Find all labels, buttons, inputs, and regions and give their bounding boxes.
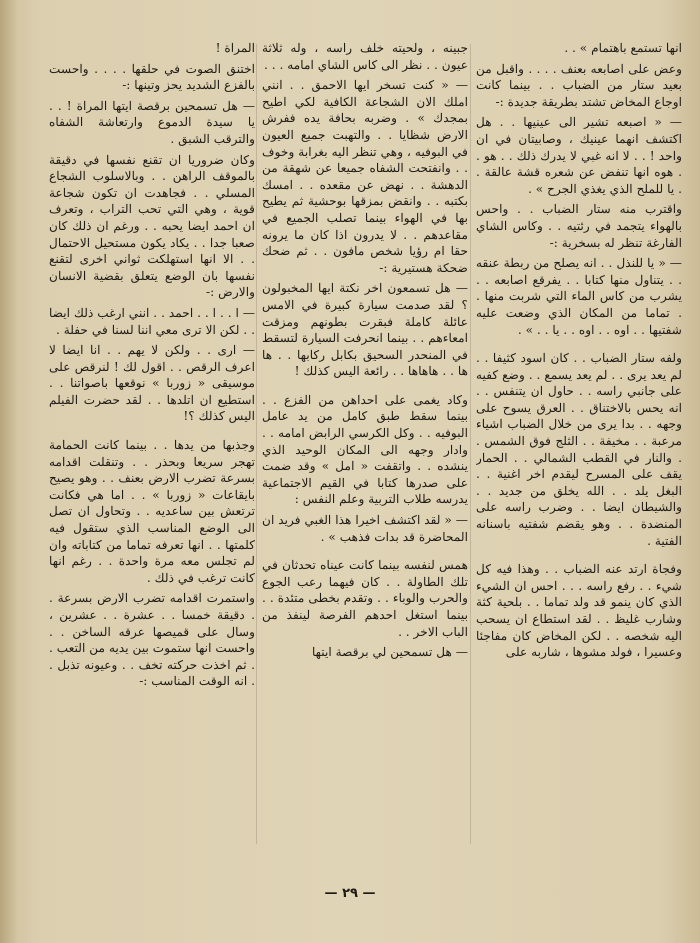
paragraph: واستمرت اقدامه تضرب الارض بسرعة . . دقيقة خمسا . . عشرة . . عشرين ، وسال على قميصها عرقه الساخن . . واحست انها ستموت بين يديه من التعب . . ثم اخذت حركته تخف . . وعيونه تذبل . . انه الوقت المناسب :-: [49, 591, 255, 689]
column-divider: [470, 44, 471, 844]
paragraph: — ا . . ا . . احمد . . انني ارغب ذلك ايضا . . لكن الا ترى معي اننا لسنا في حفلة .: [49, 305, 255, 337]
paragraph: وكاد يغمى على احداهن من الفزع . . بينما سقط طبق كامل من يد عامل البوفيه . . وكل الكرسي الرابض امامه . . وادار وجهه الى المكان الوحيد الذي ينشده . . واتقفت « امل » وقد ضمت على صدرها كتابا في القيم الاجتماعية يدرسه طلاب التربية وعلم النفس :: [262, 392, 468, 507]
page-edge-shadow: [0, 0, 18, 943]
paragraph: — هل تسمحين برقصة ايتها المراة ! . . يا سيدة الدموع وارتعاشة الشفاه والترقب الشبق .: [49, 98, 255, 146]
paragraph: اختنق الصوت في حلقها . . . . واحست بالفزع الشديد يحز وتينها :-: [49, 61, 255, 93]
paragraph: — « يا للنذل . . انه يصلح من ربطة عنقه . . يتناول منها كتابا . . يفرقع اصابعه . . يشرب من كاس الماء التي شربت منها . . تماما من المكان الذي وضعت عليه شفتيها . . اوه . . اوه . . يا . . » .: [476, 256, 682, 337]
paragraph: همس لنفسه بينما كانت عيناه تحدثان في تلك الطاولة . . كان فيهما رعب الجوع والحرب والوباء . . وتقدم بخطى متئدة . . بينما استغل احدهم الفرصة لينفذ من الباب الاخر . .: [262, 558, 468, 639]
paragraph: ولفه ستار الضباب . . كان اسود كثيفا . . لم يعد يرى . . لم يعد يسمع . . وضع كفيه على جانبي راسه . . حاول ان يتنفس . . انه يحس بالاختناق . . العرق يسوح على وجهه . . بدا يرى من خلال الضباب اشياء مرعبة . . مخيفة . . الثلج فوق الشمس . . والنار في القطب الشمالي . . الحمار يقف على المسرح ليقدم اخر اغنية . . البغل يلد . . الله يخلق من جديد . . والشيطان ايضا . . وضرب راسه على المنضدة . . وهو يقضم شفتيه باسنانه الفتية .: [476, 351, 682, 548]
paragraph: — « كنت تسخر ايها الاحمق . . انني املك الان الشجاعة الكافية لكي اطيح بمجدك » . وضربه بحافة يده ففرش الارض شظايا . . والتهبت جميع العيون في البوفيه ، وهي تنظر اليه بغرابة وخوف . . وانفتحت الشفاه جميعا عن شهقة من الدهشة . . نهض عن مقعده . . امسك بكتبه . . وانقض بمزقها بوحشية ثم يطيح بها في الهواء بينما تصلب الجميع في مقاعدهم . . لا يدرون اذا كان ما يرونه حقا ام رؤيا شخص مافون . . ثم ضحك ضحكة هستيرية :-: [262, 78, 468, 275]
column-divider: [256, 44, 257, 844]
paragraph: وجذبها من يدها . . بينما كانت الحمامة تهجر سريعا وبحذر . . وتنقلت اقدامه بسرعة تضرب الارض بعنف . . وهو يصيح بايقاعات « زوربا » . . اما هي فكانت ترتعش بين ساعديه . . وتحاول ان تصل الى الوضع المناسب الذي ستقول فيه كلمتها . . انها تعرفه تماما من كتاباته وان لم تجلس معه مرة واحدة . . رغم انها كانت ترغب في ذلك .: [49, 438, 255, 585]
paragraph: وفجاة ارتد عنه الضباب . . وهذا فيه كل شيء . . رفع راسه . . . احس ان الشيء الذي كان ينمو قد ولد تماما . . بلحية كثة وشارب غليظ . . لقد استطاع ان يسحب اليه شخصه . . لكن المخاض كان مفاجئا وعسيرا ، فولد مشوها ، شاربه على: [476, 562, 682, 660]
paragraph: — هل تسمحين لي برقصة ايتها: [311, 645, 468, 660]
paragraph: — هل تسمعون اخر نكتة ايها المخبولون ؟ لقد صدمت سيارة كبيرة في الامس عائلة كاملة فبقرت بطونهم ومزقت امعاءهم . . بينما انحرفت السيارة لتسقط في المنحدر السحيق بكابل ركابها . . ها ها . . هاهاها . . رائعة اليس كذلك !: [262, 281, 468, 379]
page-number: — ٢٩ —: [324, 886, 376, 901]
text-column-left: [49, 40, 255, 855]
paragraph: جبينه ، ولحيته خلف راسه ، وله ثلاثة عيون . . نظر الى كاس الشاي امامه . . .: [262, 41, 468, 72]
paragraph: — « لقد اكتشف اخيرا هذا الغبي فريد ان المحاضرة قد بدات فذهب » .: [262, 513, 468, 544]
paragraph: — « اصبعه تشير الى عينيها . . هل اكتشف انهما عينيك ، وصابيتان في ان واحد ! . . لا انه غبي لا يدرك ذلك . . هو . . هوه انها تنفض عن شعره قشة عالقة . . يا للملح الذي يغذي الجرح » .: [476, 115, 682, 196]
paragraph: وعض على اصابعه بعنف . . . . واقبل من بعيد ستار من الضباب . . بينما كانت اوجاع المخاض تشتد بطريقة جديدة :-: [476, 61, 682, 109]
text-column-right: [476, 40, 682, 855]
paragraph: وكان ضروريا ان تقنع نفسها في دقيقة بالموقف الراهن . . وبالاسلوب الشجاع المسلي . . فجاهدت ان تكون شجاعة قوية ، وهي التي تحب التراب ، وتعرف ان احمد ايضا يحبه . . ورغم ان ذلك كان صعبا جدا . . يكاد يكون مستحيل الاحتمال . . الا انها استهلكت ثواني اخرى لتقنع نفسها بان الوضع يتعلق بقضية الانسان والارض :-: [49, 152, 255, 300]
text-column-middle: [262, 40, 468, 855]
paragraph: المراة !: [215, 41, 255, 55]
paragraph: واقترب منه ستار الضباب . . واحس بالهواء يتجمد في رئتيه . . وكاس الشاي الفارغة تنظر له بسخرية :-: [476, 202, 682, 250]
paragraph: انها تستمع باهتمام » . .: [564, 41, 682, 55]
paragraph: — ارى . . ولكن لا يهم . . انا ايضا لا اعرف الرقص . . اقول لك ! لنرقص على موسيقى « زوربا » نوقعها باصواتنا . . استطيع ان اتلدها . . لقد حضرت الفيلم اليس كذلك ؟!: [49, 343, 255, 424]
